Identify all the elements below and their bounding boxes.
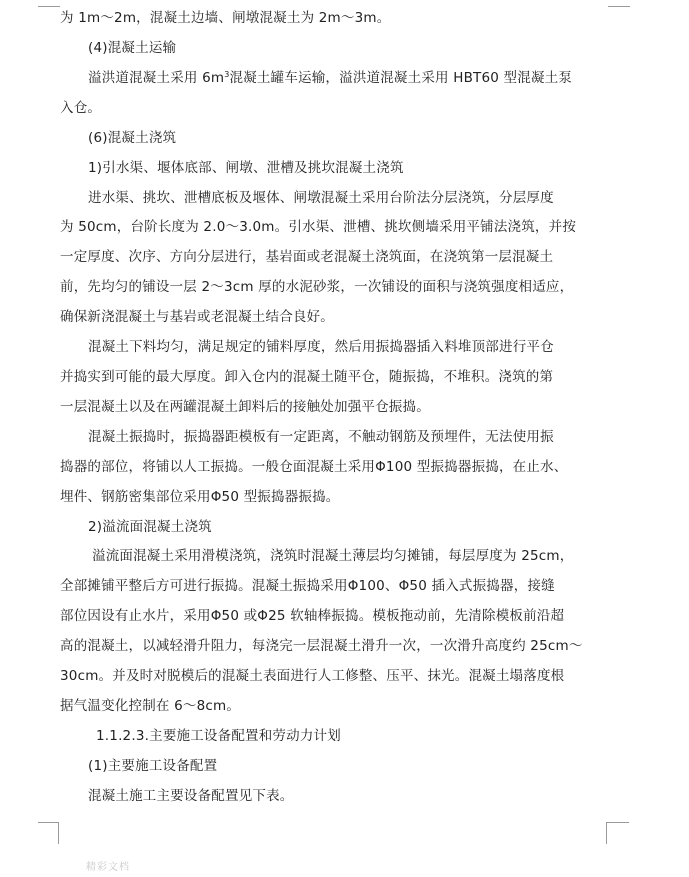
paragraph-line: 进水渠、挑坎、泄槽底板及堰体、闸墩混凝土采用台阶法分层浇筑，分层厚度 (88, 190, 554, 206)
crop-mark-top-right-h (608, 6, 630, 7)
paragraph-line: 部位因设有止水片，采用Φ50 或Φ25 软轴棒振捣。模板拖动前，先清除模板前沿超 (60, 608, 565, 624)
paragraph-line: 为 1m～2m，混凝土边墙、闸墩混凝土为 2m～3m。 (60, 10, 391, 26)
subheading-channel-pouring: 1)引水渠、堰体底部、闸墩、泄槽及挑坎混凝土浇筑 (88, 160, 404, 176)
heading-equipment-config: (1)主要施工设备配置 (88, 758, 218, 774)
crop-mark-bottom-left-h (38, 822, 58, 823)
heading-concrete-transport: (4)混凝土运输 (88, 40, 177, 56)
paragraph-line: 捣器的部位，将铺以人工振捣。一般仓面混凝土采用Φ100 型振捣器振捣，在止水、 (60, 459, 568, 475)
paragraph-line: 溢洪道混凝土采用 $6m^3$混凝土罐车运输，溢洪道混凝土采用 HBT60 型混凝土泵 (88, 70, 573, 86)
paragraph-line: 混凝土施工主要设备配置见下表。 (88, 788, 294, 804)
crop-mark-bottom-left-v (58, 822, 59, 844)
crop-mark-bottom-right-v (606, 822, 607, 844)
paragraph-line: 埋件、钢筋密集部位采用Φ50 型振捣器振捣。 (60, 489, 340, 505)
paragraph-line: 混凝土振捣时，振捣器距模板有一定距离，不触动钢筋及预埋件，无法使用振 (88, 429, 554, 445)
paragraph-line: 全部摊铺平整后方可进行振捣。混凝土振捣采用Φ100、Φ50 插入式振捣器，接缝 (60, 578, 555, 594)
section-heading: 1.1.2.3.主要施工设备配置和劳动力计划 (96, 728, 341, 744)
paragraph-line: 入仓。 (60, 100, 102, 116)
heading-concrete-pouring: (6)混凝土浇筑 (88, 130, 177, 146)
paragraph-line: 前，先均匀的铺设一层 2～3cm 厚的水泥砂浆，一次铺设的面积与浇筑强度相适应， (60, 279, 574, 295)
subheading-spillway-surface: 2)溢流面混凝土浇筑 (88, 519, 212, 535)
paragraph-line: 混凝土下料均匀，满足规定的铺料厚度，然后用振捣器插入料堆顶部进行平仓 (88, 339, 554, 355)
paragraph-line: 据气温变化控制在 6～8cm。 (60, 698, 241, 714)
crop-mark-bottom-right-h (607, 822, 629, 823)
crop-mark-top-left-h (38, 6, 60, 7)
paragraph-line: 一定厚度、次序、方向分层进行，基岩面或老混凝土浇筑面，在浇筑第一层混凝土 (60, 249, 554, 265)
page-footer: 精彩文档 (86, 862, 130, 873)
paragraph-line: 一层混凝土以及在两罐混凝土卸料后的接触处加强平仓振捣。 (60, 399, 430, 415)
paragraph-line: 为 50cm，台阶长度为 2.0～3.0m。引水渠、泄槽、挑坎侧墙采用平铺法浇筑，并按 (60, 219, 577, 235)
paragraph-line: 溢流面混凝土采用滑模浇筑，浇筑时混凝土薄层均匀摊铺，每层厚度为 25cm， (92, 548, 574, 564)
paragraph-line: 确保新浇混凝土与基岩或老混凝土结合良好。 (60, 309, 334, 325)
paragraph-line: 高的混凝土，以减轻滑升阻力，每浇完一层混凝土滑升一次，一次滑升高度约 25cm～ (60, 638, 583, 654)
paragraph-line: 30cm。并及时对脱模后的混凝土表面进行人工修整、压平、抹光。混凝土塌落度根 (60, 668, 565, 684)
paragraph-line: 并捣实到可能的最大厚度。卸入仓内的混凝土随平仓，随振捣，不堆积。浇筑的第 (60, 369, 554, 385)
